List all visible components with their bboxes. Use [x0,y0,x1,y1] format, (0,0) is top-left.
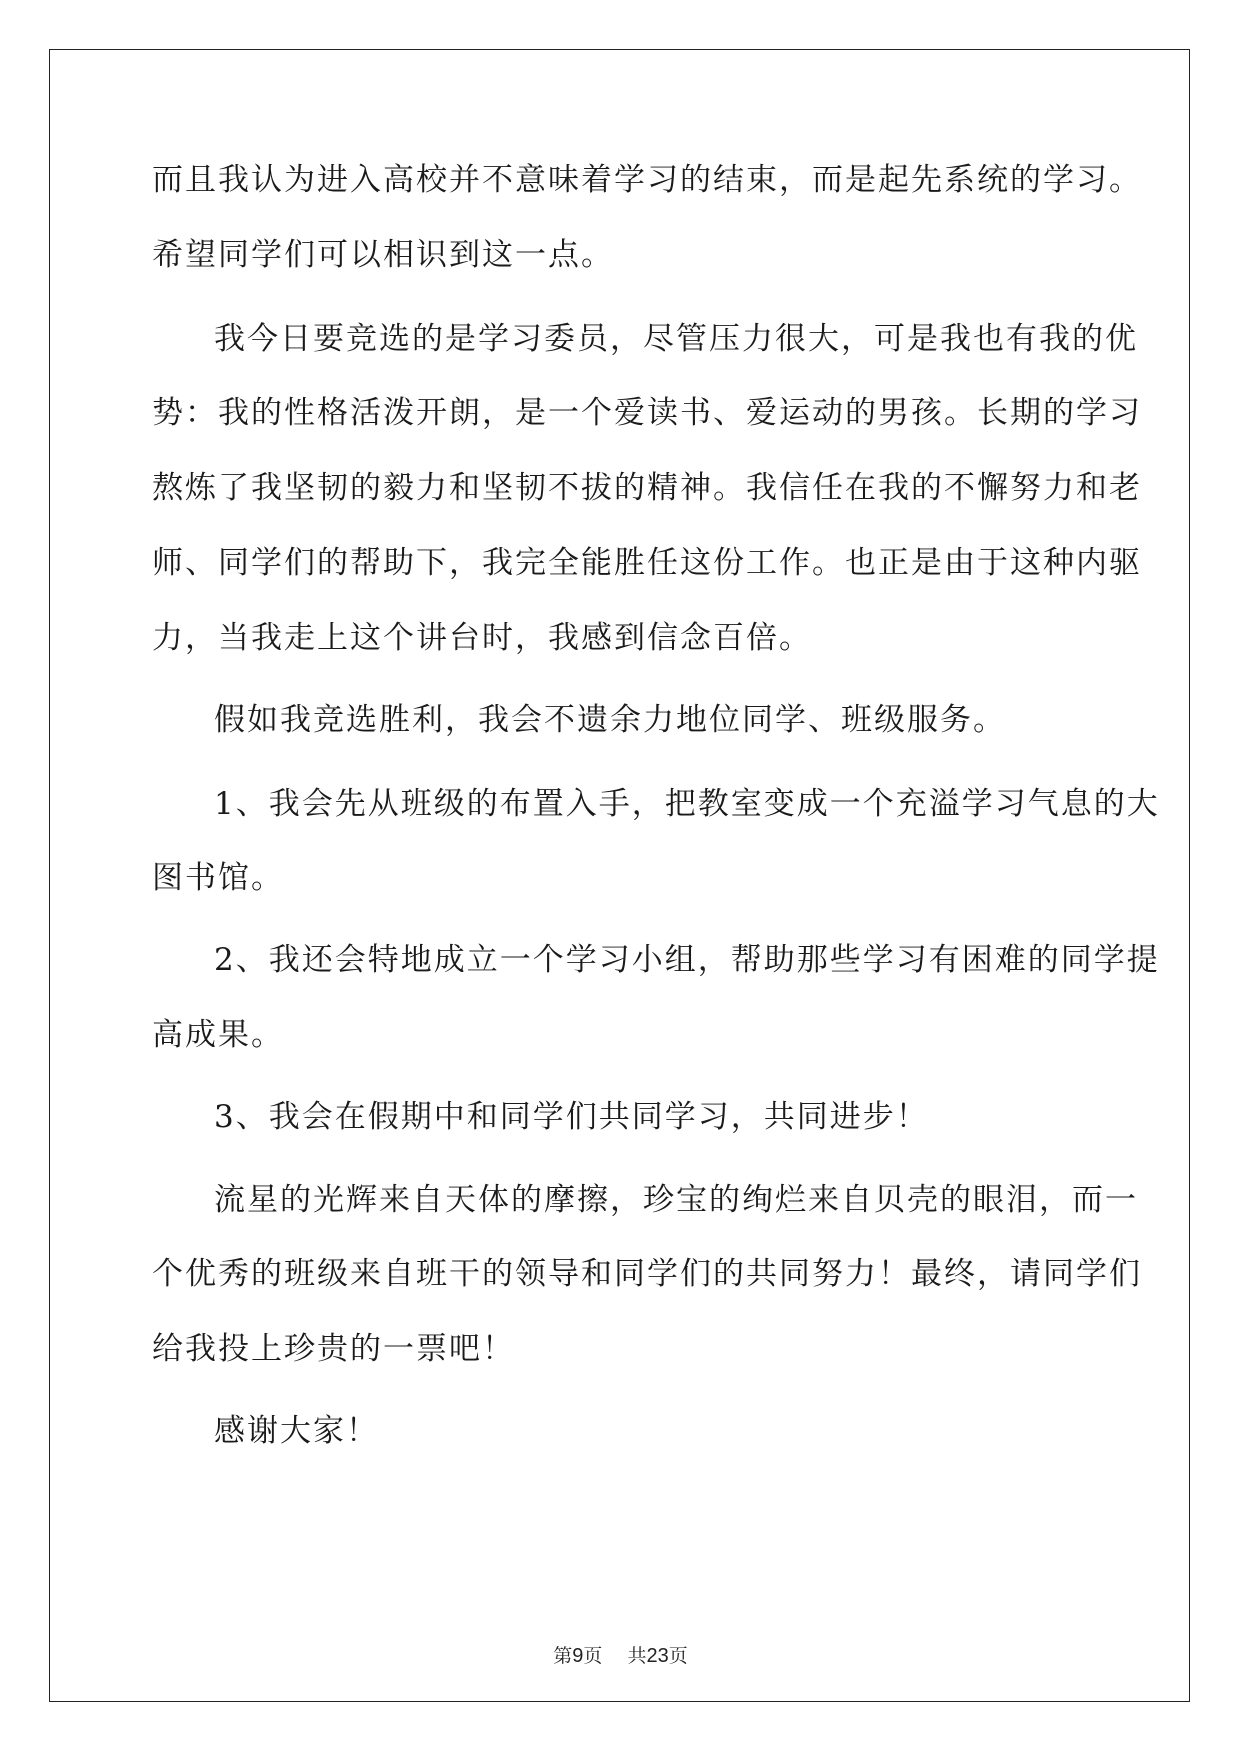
text-line: 势：我的性格活泼开朗，是一个爱读书、爱运动的男孩。长期的学习 [152,395,1142,431]
text-line: 2、我还会特地成立一个学习小组，帮助那些学习有困难的同学提 [214,942,1160,978]
text-line: 流星的光辉来自天体的摩擦，珍宝的绚烂来自贝壳的眼泪，而一 [214,1182,1138,1218]
footer-page-number: 9 [572,1645,584,1667]
text-line: 力，当我走上这个讲台时，我感到信念百倍。 [152,620,812,656]
footer-total-pages: 23 [646,1645,669,1667]
text-line: 感谢大家！ [214,1413,379,1449]
footer-total-unit: 页 [668,1645,688,1667]
text-line: 假如我竞选胜利，我会不遗余力地位同学、班级服务。 [214,702,1006,738]
text-line: 1、我会先从班级的布置入手，把教室变成一个充溢学习气息的大 [214,786,1160,822]
text-line: 师、同学们的帮助下，我完全能胜任这份工作。也正是由于这种内驱 [152,545,1142,581]
text-line: 高成果。 [152,1017,284,1053]
footer-prefix: 第 [553,1645,573,1667]
text-line: 而且我认为进入高校并不意味着学习的结束，而是起先系统的学习。 [152,162,1142,198]
footer-total-prefix: 共 [627,1645,647,1667]
text-line: 熬炼了我坚韧的毅力和坚韧不拔的精神。我信任在我的不懈努力和老 [152,470,1142,506]
page-footer [0,1641,1241,1668]
text-line: 我今日要竞选的是学习委员，尽管压力很大，可是我也有我的优 [214,321,1138,357]
text-line: 给我投上珍贵的一票吧！ [152,1331,515,1367]
text-line: 3、我会在假期中和同学们共同学习，共同进步！ [214,1099,929,1135]
text-line: 希望同学们可以相识到这一点。 [152,237,614,273]
text-line: 图书馆。 [152,860,284,896]
footer-page-unit: 页 [583,1645,603,1667]
text-line: 个优秀的班级来自班干的领导和同学们的共同努力！最终，请同学们 [152,1256,1142,1292]
